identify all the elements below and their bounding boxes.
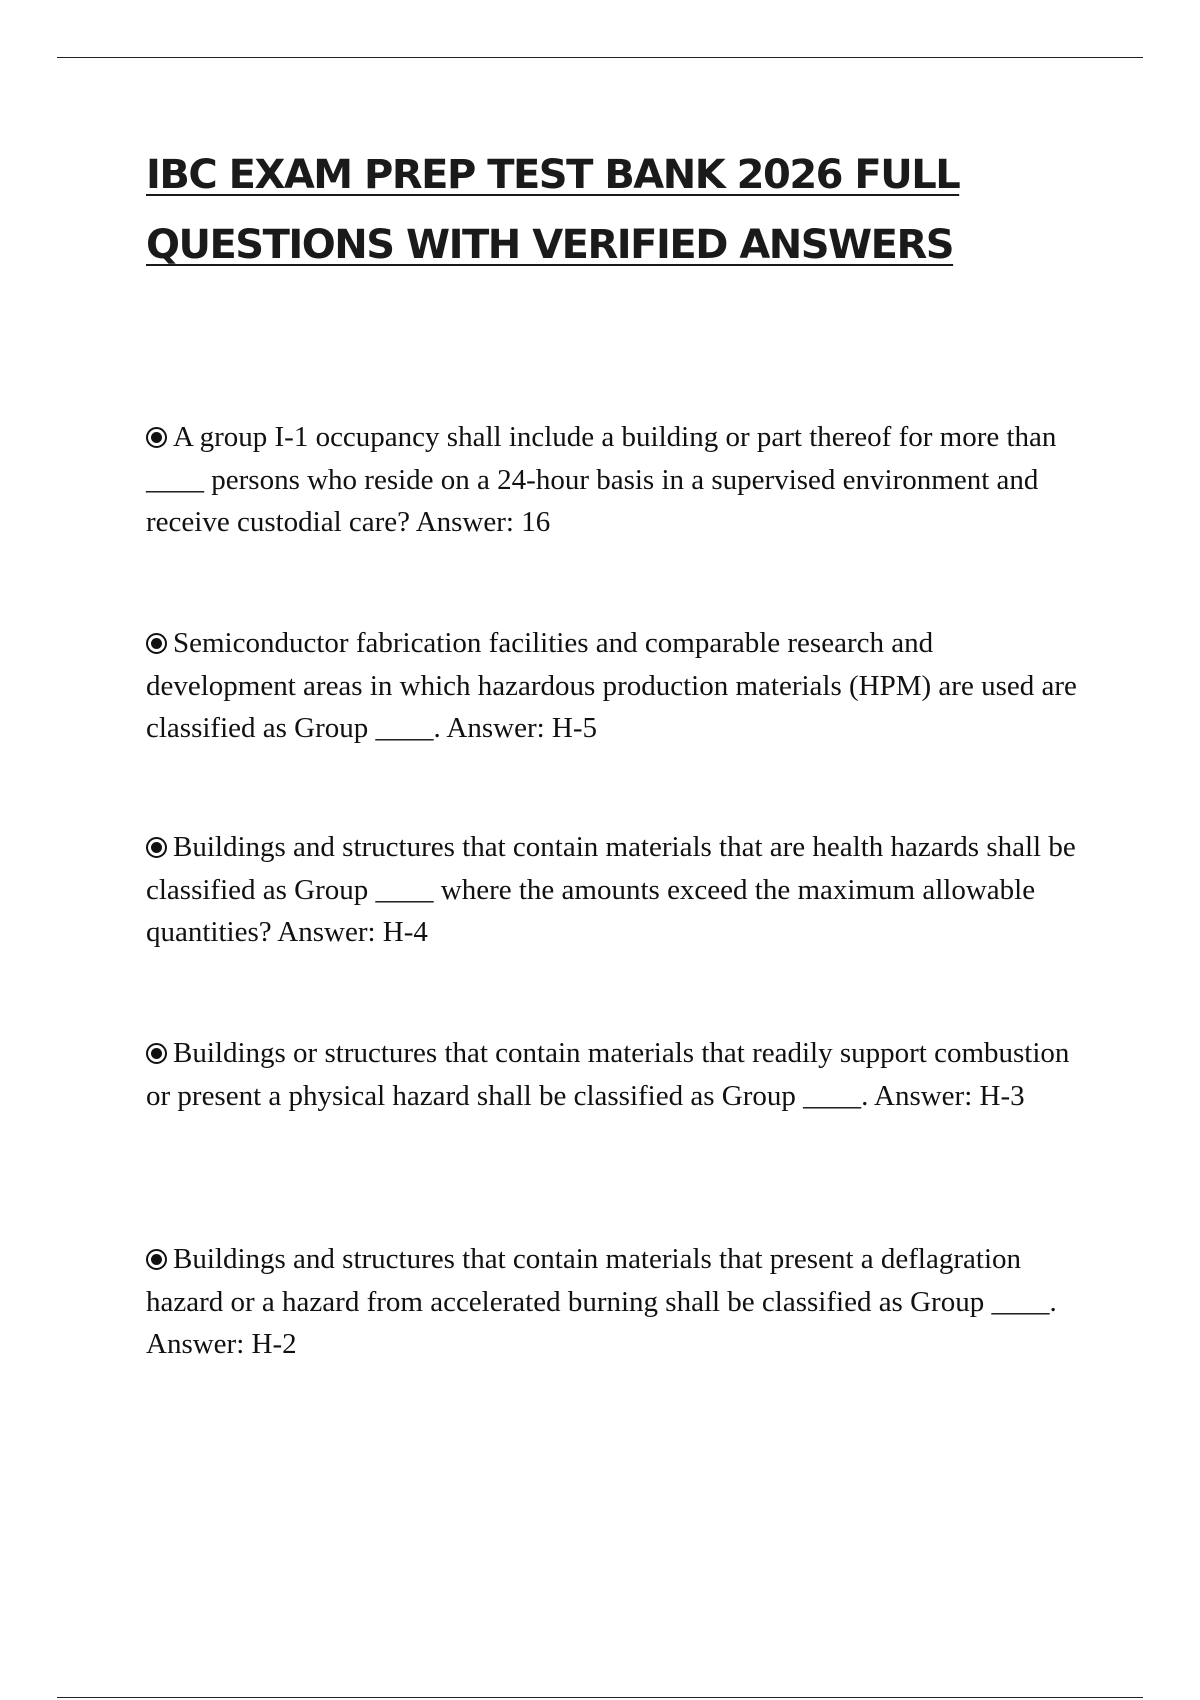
title-line-1: IBC EXAM PREP TEST BANK 2026 FULL [146,152,960,198]
question-item-1 [146,416,1086,544]
top-rule [57,57,1143,58]
radio-bullet-icon [146,633,167,654]
question-item-3 [146,826,1086,954]
question-text-3: Buildings and structures that contain materials that are health hazards shall be classified as Group ____ where the amounts exceed the maximum allowable quantities? Answer: H-4 [146,831,1076,948]
question-text-5: Buildings and structures that contain materials that present a deflagration hazard or a hazard from accelerated burning shall be classified as Group ____. Answer: H-2 [146,1243,1057,1360]
question-item-4 [146,1032,1086,1117]
question-text-2: Semiconductor fabrication facilities and comparable research and development areas in which hazardous production materials (HPM) are used are classified as Group ____. Answer: H-5 [146,627,1077,744]
question-item-5 [146,1238,1086,1366]
radio-bullet-icon [146,837,167,858]
question-item-2 [146,622,1086,750]
radio-bullet-icon [146,427,167,448]
question-text-1: A group I-1 occupancy shall include a building or part thereof for more than ____ persons who reside on a 24-hour basis in a supervised environment and receive custodial care? Answer: 16 [146,421,1057,538]
bottom-rule [57,1697,1143,1698]
radio-bullet-icon [146,1043,167,1064]
question-text-4: Buildings or structures that contain materials that readily support combustion or present a physical hazard shall be classified as Group ____. Answer: H-3 [146,1037,1070,1112]
radio-bullet-icon [146,1249,167,1270]
document-title [146,140,1046,280]
title-line-2: QUESTIONS WITH VERIFIED ANSWERS [146,222,954,268]
